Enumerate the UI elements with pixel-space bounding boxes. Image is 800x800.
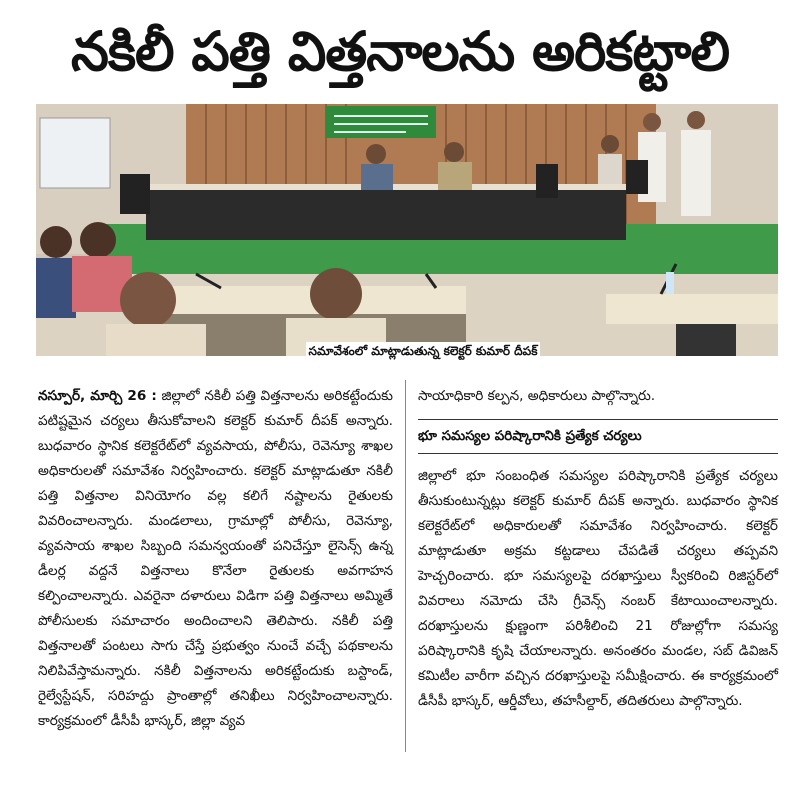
photo-caption: సమావేశంలో మాట్లాడుతున్న కలెక్టర్ కుమార్ దీపక్ [306, 342, 540, 360]
article-right-body: జిల్లాలో భూ సంబంధిత సమస్యల పరిష్కారానికి ప్రత్యేక చర్యలు తీసుకుంటున్నట్లు కలెక్టర్ కుమార్ దీపక్ అన్నారు. బుధవారం స్థానిక కలెక్టరేట్‌లో అధికారులతో సమావేశం నిర్వహించారు. కలెక్టర్ మాట్లాడుతూ అక్రమ కట్టడాలు చేపడితే చర్యలు తప్పవని హెచ్చరించారు. భూ సమస్యలపై దరఖాస్తులు స్వీకరించి రిజిస్టర్‌లో వివరాలు నమోదు చేసి గ్రీవెన్స్ నంబర్ కేటాయించాలన్నారు. దరఖాస్తులను క్షుణ్ణంగా పరిశీలించి 21 రోజుల్లోగా సమస్య పరిష్కారానికి కృషి చేయాలన్నారు. అనంతరం మండల, సబ్ డివిజన్ కమిటీల వారీగా వచ్చిన దరఖాస్తులపై సమీక్షించారు. ఈ కార్యక్రమంలో డీసీపీ భాస్కర్, ఆర్డీవోలు, తహసీల్దార్, తదితరులు పాల్గొన్నారు. [418, 468, 778, 709]
meeting-hall-illustration [36, 104, 778, 356]
article-left-body: జిల్లాలో నకిలీ పత్తి విత్తనాలను అరికట్టేందుకు పటిష్టమైన చర్యలు తీసుకోవాలని కలెక్టర్ కుమార్ దీపక్ అన్నారు. బుధవారం స్థానిక కలెక్టరేట్‌లో వ్యవసాయ, పోలీసు, రెవెన్యూ శాఖల అధికారులతో సమావేశం నిర్వహించారు. కలెక్టర్ మాట్లాడుతూ నకిలీ పత్తి విత్తనాల వినియోగం వల్ల కలిగే నష్టాలను రైతులకు వివరించాలన్నారు. మండలాలు, గ్రామాల్లో పోలీసు, రెవెన్యూ, వ్యవసాయ శాఖల సిబ్బంది సమన్వయంతో పనిచేస్తూ లైసెన్స్ ఉన్న డీలర్ల వద్దనే విత్తనాలు కొనేలా రైతులకు అవగాహన కల్పించాలన్నారు. ఎవరైనా దళారులు విడిగా పత్తి విత్తనాలు అమ్మితే పోలీసులకు సమాచారం అందించాలని తెలిపారు. నకిలీ పత్తి విత్తనాలతో పంటలు సాగు చేస్తే ప్రభుత్వం నుంచే వచ్చే పథకాలను నిలిపివేస్తామన్నారు. నకిలీ విత్తనాలను అరికట్టేందుకు బస్టాండ్, రైల్వేస్టేషన్, సరిహద్దు ప్రాంతాల్లో తనిఖీలు నిర్వహించాలన్నారు. కార్యక్రమంలో డీసీపీ భాస్కర్, జిల్లా వ్యవ [38, 388, 393, 729]
article-left-column [38, 384, 393, 734]
column-divider [405, 380, 406, 752]
article-continuation: సాయాధికారి కల్పన, అధికారులు పాల్గొన్నారు. [418, 388, 656, 404]
article-right-column [418, 384, 778, 714]
news-photo [36, 104, 778, 356]
headline: నకిలీ పత్తి విత్తనాలను అరికట్టాలి [70, 20, 730, 83]
dateline: నస్పూర్, మార్చి 26 : [38, 388, 157, 404]
green-banner [326, 106, 436, 138]
sub-headline: భూ సమస్యల పరిష్కారానికి ప్రత్యేక చర్యలు [418, 419, 778, 454]
article-left-paragraph [38, 384, 393, 734]
